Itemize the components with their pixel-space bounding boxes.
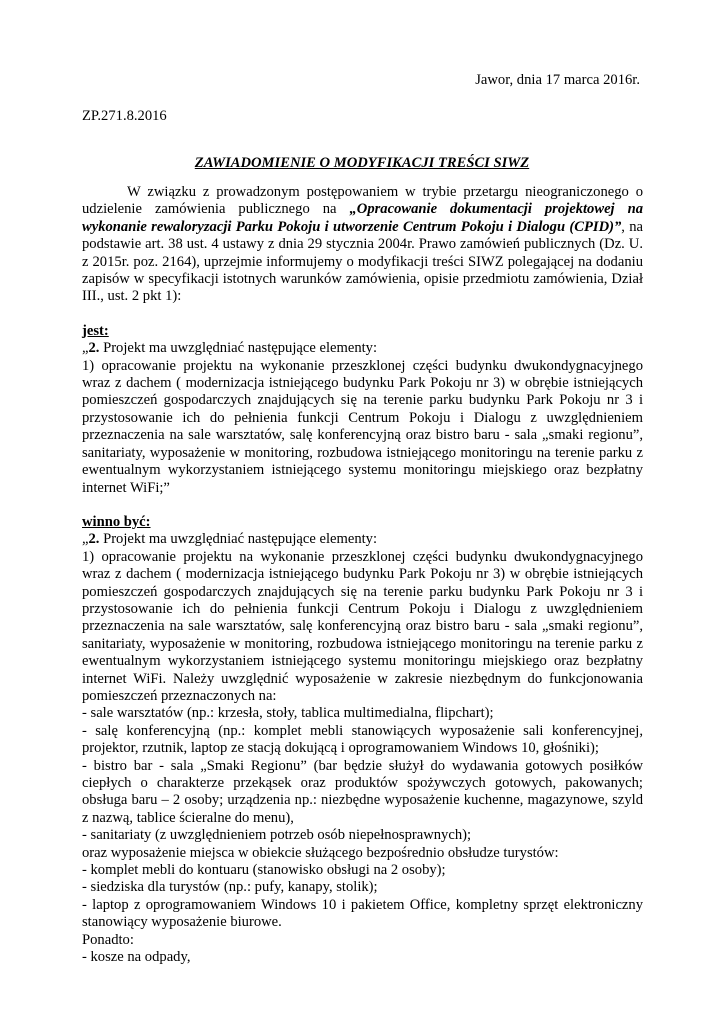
list-item: - sanitariaty (z uwzględnieniem potrzeb osób niepełnosprawnych); <box>82 827 472 844</box>
item-number: 2. <box>88 531 100 548</box>
list-item: oraz wyposażenie miejsca w obiekcie służącego bezpośrednio obsłudze turystów: <box>82 844 559 861</box>
winno-item-line <box>82 531 643 548</box>
list-item: - kosze na odpady, <box>82 949 191 966</box>
section-heading-jest: jest: <box>82 322 109 339</box>
list-item: - salę konferencyjną (np.: komplet mebli stanowiących wyposażenie sali konferencyjnej, projektor, rzutnik, laptop ze stacją dokującą i oprogramowaniem Windows 10, głośniki); <box>82 722 643 757</box>
list-item: - sale warsztatów (np.: krzesła, stoły, tablica multimedialna, flipchart); <box>82 705 494 722</box>
item-text: Projekt ma uwzględniać następujące elementy: <box>99 340 378 357</box>
item-number: 2. <box>88 340 100 357</box>
intro-text-continued: , na podstawie art. 38 ust. 4 ustawy z dnia 29 stycznia 2004r. Prawo zamówień publicznych (Dz. U. z 2015r. poz. 2164), uprzejmie informujemy o modyfikacji treści SIWZ polegającej na dodaniu zapisów w specyfikacji istotnych warunków zamówienia, opisie przedmiotu zamówienia, Dział III., ust. 2 pkt 1): <box>82 218 643 305</box>
list-item: - laptop z oprogramowaniem Windows 10 i pakietem Office, kompletny sprzęt elektroniczny stanowiący wyposażenie biurowe. <box>82 896 643 931</box>
document-body <box>82 184 643 966</box>
intro-paragraph <box>82 184 643 306</box>
list-item: Ponadto: <box>82 931 134 948</box>
section-heading-winno-byc: winno być: <box>82 513 151 530</box>
quote-mark: „ <box>82 531 89 548</box>
reference-number: ZP.271.8.2016 <box>82 108 167 124</box>
item-text: Projekt ma uwzględniać następujące elementy: <box>99 531 378 548</box>
winno-paragraph: 1) opracowanie projektu na wykonanie przeszklonej części budynku dwukondygnacyjnego wraz z dachem ( modernizacja istniejącego budynku Park Pokoju nr 3) w obrębie istniejących pomieszczeń gospodarczych znajdujących się na terenie parku budynku Park Pokoju nr 3 i przystosowanie ich do pełnienia funkcji Centrum Pokoju i Dialogu z uwzględnieniem przeznaczenia na sale warsztatów, salę konferencyjną oraz bistro baru - sala „smaki regionu”, sanitariaty, wyposażenie w monitoring, rozbudowa istniejącego monitoringu na terenie parku z ewentualnym wykorzystaniem istniejącego systemu monitoringu miejskiego oraz bezpłatny internet WiFi. Należy uwzględnić wyposażenie w zakresie niezbędnym do funkcjonowania pomieszczeń przeznaczonych na: <box>82 548 643 704</box>
list-item: - bistro bar - sala „Smaki Regionu” (bar będzie służył do wydawania gotowych posiłków ciepłych o charakterze przekąsek oraz produktów spożywczych gotowych, pakowanych; obsługa baru – 2 osoby; urządzenia np.: niezbędne wyposażenie kuchenne, magazynowe, szyld z nazwą, tablice ścieralne do menu), <box>82 757 643 826</box>
project-name: „Opracowanie dokumentacji projektowej na wykonanie rewaloryzacji Parku Pokoju i utworzenie Centrum Pokoju i Dialogu (CPID)” <box>82 201 643 235</box>
jest-item-line <box>82 340 643 357</box>
intro-text: W związku z prowadzonym postępowaniem w trybie przetargu nieograniczonego o udzielenie zamówienia publicznego na <box>82 184 643 218</box>
date-line: Jawor, dnia 17 marca 2016r. <box>475 72 640 88</box>
document-title: ZAWIADOMIENIE O MODYFIKACJI TREŚCI SIWZ <box>194 155 530 171</box>
list-item: - siedziska dla turystów (np.: pufy, kanapy, stolik); <box>82 879 378 896</box>
list-item: - komplet mebli do kontuaru (stanowisko obsługi na 2 osoby); <box>82 862 446 879</box>
quote-mark: „ <box>82 340 89 357</box>
jest-paragraph: 1) opracowanie projektu na wykonanie przeszklonej części budynku dwukondygnacyjnego wraz z dachem ( modernizacja istniejącego budynku Park Pokoju nr 3) w obrębie istniejących pomieszczeń gospodarczych znajdujących się na terenie parku budynku Park Pokoju nr 3 i przystosowanie ich do pełnienia funkcji Centrum Pokoju i Dialogu z uwzględnieniem przeznaczenia na sale warsztatów, salę konferencyjną oraz bistro baru - sala „smaki regionu”, sanitariaty, wyposażenie w monitoring, rozbudowa istniejącego monitoringu na terenie parku z ewentualnym wykorzystaniem istniejącego systemu monitoringu miejskiego oraz bezpłatny internet WiFi;” <box>82 357 643 496</box>
